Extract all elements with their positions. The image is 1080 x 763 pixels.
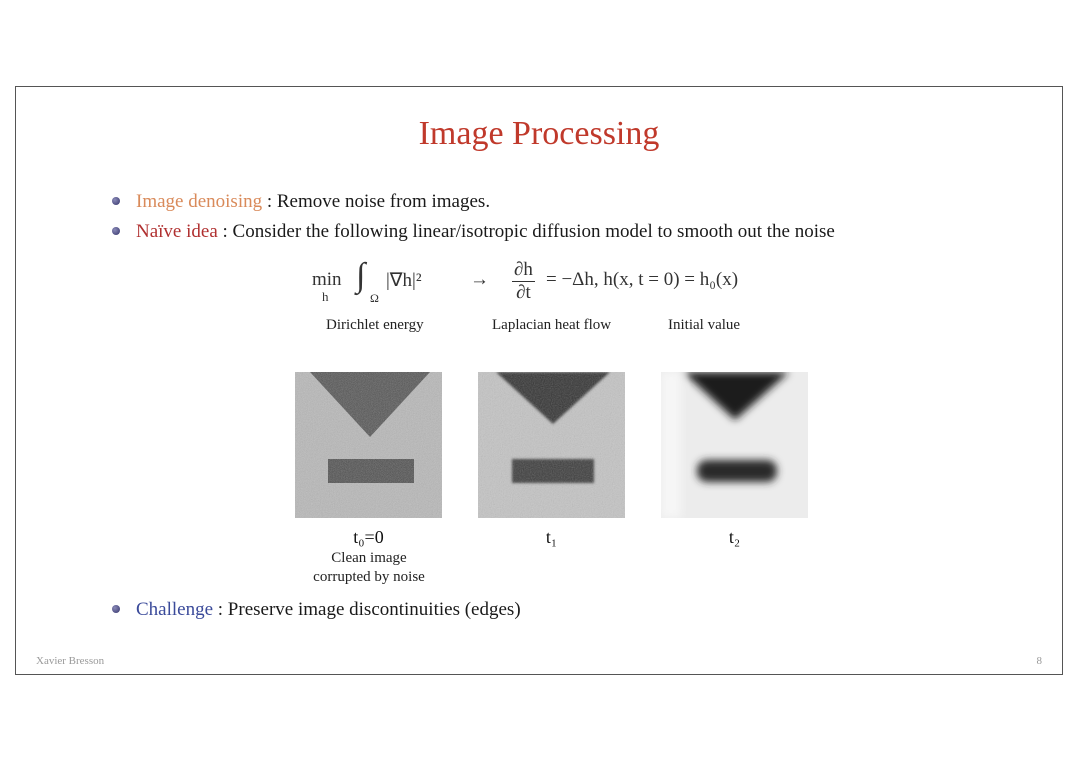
bullet-denoising <box>112 191 490 213</box>
eq-integrand: |∇h|² <box>386 270 422 291</box>
label-t2: t₂ <box>728 527 741 547</box>
bullet-text: : Preserve image discontinuities (edges) <box>213 599 521 620</box>
eq-rhs: = −Δh, h(x, t = 0) = h₀(x) <box>546 269 739 290</box>
label-t0: t₀=0 <box>353 527 384 547</box>
bullet-text: : Remove noise from images. <box>262 191 491 212</box>
bullet-naive-idea <box>112 221 835 243</box>
eq-integral-sign: ∫ <box>356 257 366 294</box>
footer-page-number: 8 <box>1036 655 1042 667</box>
eq-integral-sub: Ω <box>370 291 379 305</box>
bullet-keyword: Challenge <box>136 599 214 620</box>
slide <box>15 86 1063 675</box>
smoothed-image-t1 <box>478 372 625 518</box>
diffusion-equation <box>312 259 792 309</box>
noisy-image-caption: Clean image corrupted by noise <box>313 550 425 585</box>
eq-min-sub: h <box>322 289 329 304</box>
eq-arrow: → <box>470 269 489 290</box>
caption-heat-flow: Laplacian heat flow <box>492 317 612 333</box>
bullet-keyword: Naïve idea <box>136 221 218 242</box>
caption-dirichlet: Dirichlet energy <box>326 317 424 333</box>
footer-author: Xavier Bresson <box>36 655 105 667</box>
bullet-keyword: Image denoising <box>136 191 263 212</box>
eq-min: min <box>312 269 342 290</box>
bullet-challenge <box>112 599 521 621</box>
eq-time-derivative: $\frac{\partial h}{\partial t}$ <box>514 259 533 303</box>
label-t1: t₁ <box>545 527 558 547</box>
noisy-image <box>295 372 442 518</box>
bullet-icon <box>112 197 120 205</box>
bullet-text: : Consider the following linear/isotropic diffusion model to smooth out the noise <box>217 221 835 242</box>
bullet-icon <box>112 227 120 235</box>
smoothed-image-t2 <box>661 372 808 518</box>
caption-initial-value: Initial value <box>668 317 741 333</box>
bullet-icon <box>112 605 120 613</box>
slide-title: Image Processing <box>418 115 660 152</box>
